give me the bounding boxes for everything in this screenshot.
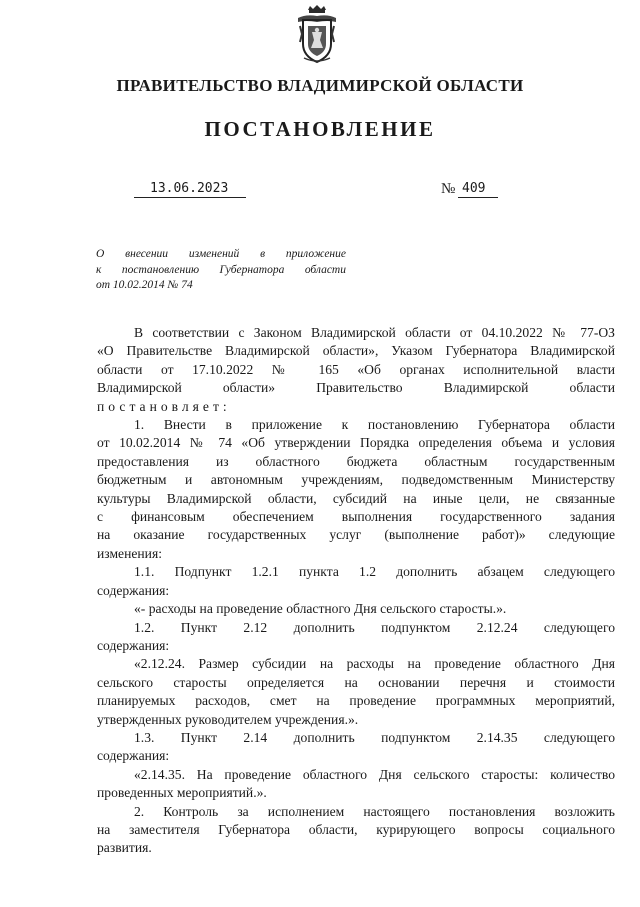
item-1-line: культуры Владимирской области, субсидий на иные цели, не связанные	[97, 490, 615, 506]
item-1-line: предоставления из областного бюджета областным государственным	[97, 453, 615, 469]
subject-line: к постановлению Губернатора области	[96, 263, 346, 276]
document-subject	[96, 247, 346, 294]
item-1-line: с финансовым обеспечением выполнения государственного задания	[97, 509, 615, 525]
document-type-title: ПОСТАНОВЛЕНИЕ	[204, 117, 436, 141]
document-date: 13.06.2023	[150, 181, 229, 196]
item-1-2-quote-line: «2.12.24. Размер субсидии на расходы на проведение областного Дня	[134, 656, 615, 672]
preamble-resolves: постановляет:	[97, 398, 231, 414]
item-1-line: от 10.02.2014 № 74 «Об утверждении Порядка определения объема и условия	[97, 435, 615, 451]
preamble-line: В соответствии с Законом Владимирской области от 04.10.2022 № 77-ОЗ	[134, 325, 615, 340]
government-name: ПРАВИТЕЛЬСТВО ВЛАДИМИРСКОЙ ОБЛАСТИ	[116, 76, 524, 95]
number-sign: №	[441, 181, 456, 197]
item-1-2-line: 1.2. Пункт 2.12 дополнить подпунктом 2.12.24 следующего	[134, 619, 615, 635]
item-1-2-quote-line: утвержденных руководителем учреждения.».	[97, 711, 359, 727]
item-1-line: 1. Внести в приложение к постановлению Губернатора области	[134, 417, 615, 433]
item-1-1-line: содержания:	[97, 582, 170, 598]
preamble-line: «О Правительстве Владимирской области», Указом Губернатора Владимирской	[97, 343, 615, 359]
item-1-1-line: 1.1. Подпункт 1.2.1 пункта 1.2 дополнить абзацем следующего	[134, 564, 615, 580]
item-1-1-quote: «- расходы на проведение областного Дня сельского старосты.».	[134, 601, 507, 617]
item-1-3-quote-line: «2.14.35. На проведение областного Дня сельского старосты: количество	[134, 766, 615, 782]
item-2-line: на заместителя Губернатора области, курирующего вопросы социального	[97, 821, 615, 837]
document-number: 409	[462, 181, 486, 196]
item-1-line: изменения:	[97, 545, 162, 561]
item-1-2-quote-line: сельского старосты определяется на основании перечня и стоимости	[97, 674, 615, 690]
number-underline	[458, 197, 498, 198]
item-1-3-quote-line: проведенных мероприятий.».	[97, 785, 267, 801]
item-2-line: 2. Контроль за исполнением настоящего постановления возложить	[134, 803, 615, 819]
item-1-line: на оказание государственных услуг (выполнение работ)» следующие	[97, 527, 615, 543]
item-2-line: развития.	[97, 840, 152, 856]
item-1-line: бюджетным и автономным учреждениям, подведомственным Министерству	[97, 472, 615, 488]
subject-line: от 10.02.2014 № 74	[96, 279, 193, 291]
item-1-2-line: содержания:	[97, 637, 170, 653]
item-1-3-line: содержания:	[97, 748, 170, 764]
item-1-3-line: 1.3. Пункт 2.14 дополнить подпунктом 2.14.35 следующего	[134, 729, 615, 745]
subject-line: О внесении изменений в приложение	[96, 248, 346, 260]
preamble-line: Владимирской области» Правительство Владимирской области	[97, 380, 615, 396]
item-1-2-quote-line: планируемых расходов, смет на проведение программных мероприятий,	[97, 693, 615, 709]
document-body	[97, 324, 615, 858]
preamble-line: области от 17.10.2022 № 165 «Об органах исполнительной власти	[97, 361, 615, 377]
coat-of-arms-icon	[294, 4, 340, 64]
date-underline	[134, 197, 246, 198]
